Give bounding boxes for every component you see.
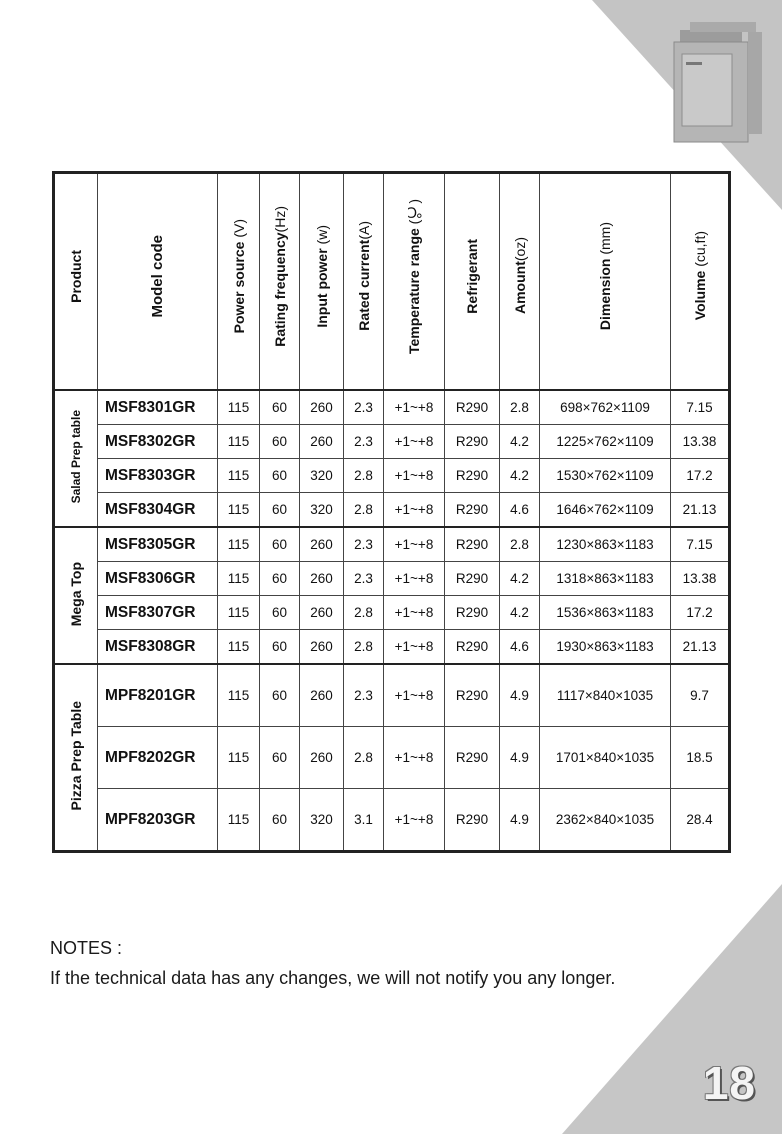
header-volume: Volume (cu,ft) [671,173,730,391]
volume-cell: 9.7 [671,664,730,727]
input-power-cell: 260 [300,390,344,425]
table-row [54,789,730,852]
frequency-cell: 60 [260,596,300,630]
power-cell: 115 [218,527,260,562]
refrigerant-cell: R290 [445,425,500,459]
current-cell: 2.8 [344,493,384,528]
product-group-label: Mega Top [54,527,98,664]
temperature-cell: +1~+8 [384,596,445,630]
input-power-cell: 260 [300,527,344,562]
input-power-cell: 260 [300,562,344,596]
current-cell: 2.3 [344,527,384,562]
dimension-cell: 2362×840×1035 [540,789,671,852]
frequency-cell: 60 [260,459,300,493]
amount-cell: 4.6 [500,493,540,528]
model-code-cell: MSF8302GR [98,425,218,459]
header-rating-frequency: Rating frequency(Hz) [260,173,300,391]
model-code-cell: MPF8202GR [98,727,218,789]
group-mega-top [54,527,730,664]
power-cell: 115 [218,664,260,727]
table-row [54,527,730,562]
dimension-cell: 1536×863×1183 [540,596,671,630]
power-cell: 115 [218,459,260,493]
refrigerant-cell: R290 [445,562,500,596]
notes-title: NOTES : [50,938,123,958]
frequency-cell: 60 [260,664,300,727]
dimension-cell: 1930×863×1183 [540,630,671,665]
refrigerant-cell: R290 [445,727,500,789]
model-code-cell: MPF8203GR [98,789,218,852]
input-power-cell: 320 [300,789,344,852]
input-power-cell: 320 [300,493,344,528]
dimension-cell: 698×762×1109 [540,390,671,425]
table-row [54,727,730,789]
frequency-cell: 60 [260,527,300,562]
table-row [54,425,730,459]
group-salad-prep-table [54,390,730,527]
amount-cell: 4.2 [500,596,540,630]
frequency-cell: 60 [260,425,300,459]
refrigerant-cell: R290 [445,664,500,727]
volume-cell: 13.38 [671,562,730,596]
volume-cell: 17.2 [671,596,730,630]
current-cell: 2.3 [344,425,384,459]
model-code-cell: MSF8304GR [98,493,218,528]
volume-cell: 17.2 [671,459,730,493]
dimension-cell: 1701×840×1035 [540,727,671,789]
power-cell: 115 [218,789,260,852]
notes-section [50,933,615,993]
volume-cell: 28.4 [671,789,730,852]
group-pizza-prep-table [54,664,730,852]
dimension-cell: 1117×840×1035 [540,664,671,727]
power-cell: 115 [218,562,260,596]
input-power-cell: 260 [300,664,344,727]
volume-cell: 7.15 [671,527,730,562]
model-code-cell: MSF8305GR [98,527,218,562]
temperature-cell: +1~+8 [384,425,445,459]
current-cell: 2.8 [344,727,384,789]
model-code-cell: MSF8306GR [98,562,218,596]
frequency-cell: 60 [260,390,300,425]
header-input-power: Input power (w) [300,173,344,391]
refrigerant-cell: R290 [445,390,500,425]
frequency-cell: 60 [260,789,300,852]
table-row [54,493,730,528]
table-row [54,630,730,665]
amount-cell: 4.6 [500,630,540,665]
amount-cell: 4.2 [500,425,540,459]
current-cell: 2.3 [344,390,384,425]
frequency-cell: 60 [260,727,300,789]
temperature-cell: +1~+8 [384,664,445,727]
table-row [54,664,730,727]
input-power-cell: 260 [300,630,344,665]
input-power-cell: 260 [300,425,344,459]
temperature-cell: +1~+8 [384,390,445,425]
current-cell: 2.8 [344,630,384,665]
refrigerant-cell: R290 [445,493,500,528]
temperature-cell: +1~+8 [384,459,445,493]
page-number: 18 [702,1057,756,1109]
current-cell: 2.8 [344,459,384,493]
power-cell: 115 [218,425,260,459]
header-rated-current: Rated current(A) [344,173,384,391]
amount-cell: 4.2 [500,562,540,596]
table-row [54,459,730,493]
refrigerant-cell: R290 [445,596,500,630]
header-temperature-range: Temperature range (℃) [384,173,445,391]
current-cell: 3.1 [344,789,384,852]
temperature-cell: +1~+8 [384,727,445,789]
refrigerant-cell: R290 [445,459,500,493]
model-code-cell: MPF8201GR [98,664,218,727]
current-cell: 2.8 [344,596,384,630]
dimension-cell: 1230×863×1183 [540,527,671,562]
amount-cell: 2.8 [500,390,540,425]
frequency-cell: 60 [260,630,300,665]
temperature-cell: +1~+8 [384,562,445,596]
temperature-cell: +1~+8 [384,493,445,528]
input-power-cell: 260 [300,727,344,789]
volume-cell: 18.5 [671,727,730,789]
frequency-cell: 60 [260,562,300,596]
amount-cell: 4.2 [500,459,540,493]
model-code-cell: MSF8301GR [98,390,218,425]
specification-table [52,171,731,853]
header-product: Product [54,173,98,391]
amount-cell: 4.9 [500,727,540,789]
power-cell: 115 [218,727,260,789]
model-code-cell: MSF8308GR [98,630,218,665]
header-refrigerant: Refrigerant [445,173,500,391]
dimension-cell: 1225×762×1109 [540,425,671,459]
frequency-cell: 60 [260,493,300,528]
power-cell: 115 [218,596,260,630]
dimension-cell: 1646×762×1109 [540,493,671,528]
product-group-label: Pizza Prep Table [54,664,98,852]
temperature-cell: +1~+8 [384,630,445,665]
power-cell: 115 [218,493,260,528]
input-power-cell: 320 [300,459,344,493]
current-cell: 2.3 [344,664,384,727]
amount-cell: 4.9 [500,789,540,852]
prep-table-illustration-icon [674,22,762,142]
model-code-cell: MSF8303GR [98,459,218,493]
volume-cell: 21.13 [671,493,730,528]
volume-cell: 21.13 [671,630,730,665]
refrigerant-cell: R290 [445,527,500,562]
dimension-cell: 1318×863×1183 [540,562,671,596]
volume-cell: 7.15 [671,390,730,425]
model-code-cell: MSF8307GR [98,596,218,630]
dimension-cell: 1530×762×1109 [540,459,671,493]
current-cell: 2.3 [344,562,384,596]
input-power-cell: 260 [300,596,344,630]
table-row [54,390,730,425]
temperature-cell: +1~+8 [384,527,445,562]
table-row [54,596,730,630]
refrigerant-cell: R290 [445,789,500,852]
amount-cell: 4.9 [500,664,540,727]
header-dimension: Dimension (mm) [540,173,671,391]
table-row [54,562,730,596]
table-header-row [54,173,730,391]
refrigerant-cell: R290 [445,630,500,665]
product-group-label: Salad Prep table [54,390,98,527]
power-cell: 115 [218,390,260,425]
temperature-cell: +1~+8 [384,789,445,852]
volume-cell: 13.38 [671,425,730,459]
amount-cell: 2.8 [500,527,540,562]
notes-text: If the technical data has any changes, we will not notify you any longer. [50,968,616,988]
header-model-code: Model code [98,173,218,391]
header-power-source: Power source (V) [218,173,260,391]
header-amount: Amount(oz) [500,173,540,391]
power-cell: 115 [218,630,260,665]
